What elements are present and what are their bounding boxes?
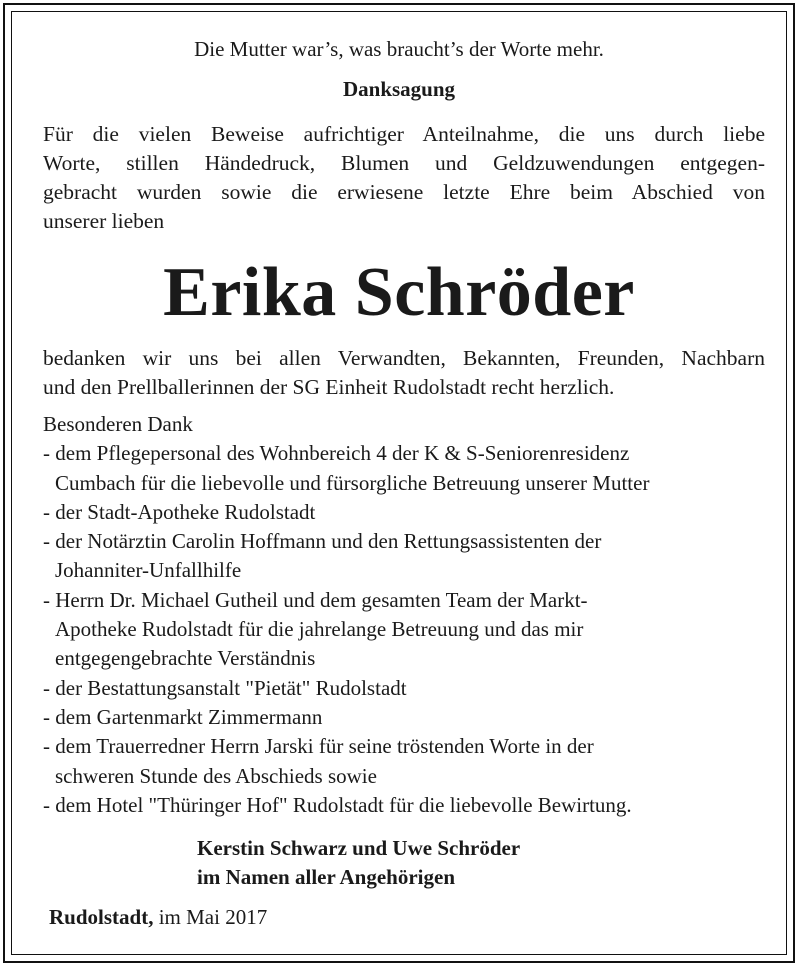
list-item: - dem Pflegepersonal des Wohnbereich 4 der K & S-Seniorenresidenz: [43, 441, 630, 466]
thanks-line: und den Prellballerinnen der SG Einheit Rudolstadt recht herzlich.: [43, 375, 615, 399]
notice-frame: [3, 3, 795, 963]
list-item: - der Stadt-Apotheke Rudolstadt: [43, 499, 316, 524]
list-item: - dem Gartenmarkt Zimmermann: [43, 704, 323, 729]
signature: [197, 834, 520, 892]
list-item: Cumbach für die liebevolle und fürsorgliche Betreuung unserer Mutter: [55, 470, 650, 495]
place-city: Rudolstadt,: [49, 905, 154, 929]
list-item: - dem Trauerredner Herrn Jarski für seine tröstenden Worte in der: [43, 734, 594, 759]
special-thanks-list: [43, 410, 765, 820]
list-item: entgegengebrachte Verständnis: [55, 646, 316, 671]
thanks-line: bedanken wir uns bei allen Verwandten, Bekannten, Freunden, Nachbarn: [43, 346, 765, 370]
list-item: Johanniter-Unfallhilfe: [55, 558, 242, 583]
place-date-text: im Mai 2017: [158, 905, 268, 929]
list-item: schweren Stunde des Abschieds sowie: [55, 763, 377, 788]
list-item: - der Notärztin Carolin Hoffmann und den Rettungsassistenten der: [43, 529, 602, 554]
special-heading: Besonderen Dank: [43, 412, 193, 436]
list-item: - Herrn Dr. Michael Gutheil und dem gesamten Team der Markt-: [43, 587, 588, 612]
heading: Danksagung: [342, 77, 456, 101]
intro-line: Worte, stillen Händedruck, Blumen und Geldzuwendungen entgegen-: [43, 151, 765, 175]
list-item: Apotheke Rudolstadt für die jahrelange Betreuung und das mir: [55, 617, 584, 642]
place-date: [49, 905, 267, 930]
thanks-paragraph: [43, 344, 765, 402]
signature-subline: im Namen aller Angehörigen: [197, 865, 456, 889]
intro-line: Für die vielen Beweise aufrichtiger Anteilnahme, die uns durch liebe: [43, 122, 765, 146]
intro-line: gebracht wurden sowie die erwiesene letzte Ehre beim Abschied von: [43, 180, 765, 204]
intro-paragraph: [43, 120, 765, 236]
list-item: - dem Hotel "Thüringer Hof" Rudolstadt für die liebevolle Bewirtung.: [43, 792, 632, 817]
intro-line: unserer lieben: [43, 209, 165, 233]
motto: Die Mutter war’s, was braucht’s der Worte mehr.: [194, 37, 604, 61]
list-item: - der Bestattungsanstalt "Pietät" Rudolstadt: [43, 675, 407, 700]
signature-names: Kerstin Schwarz und Uwe Schröder: [197, 836, 521, 860]
deceased-name: Erika Schröder: [163, 254, 635, 331]
